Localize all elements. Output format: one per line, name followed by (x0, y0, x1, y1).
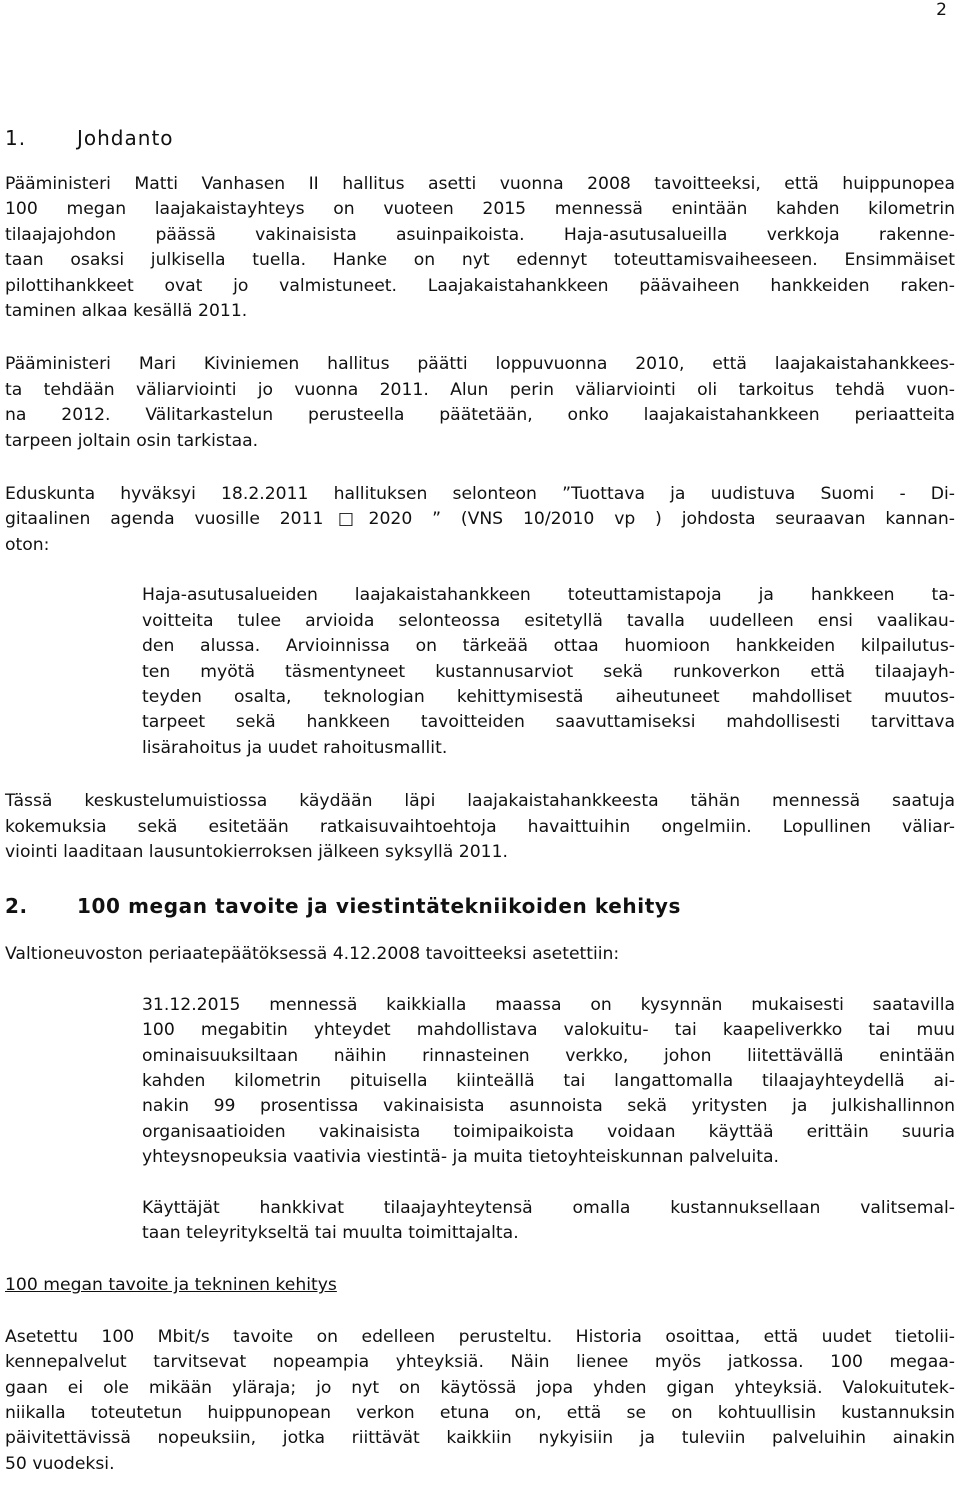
text-line: Haja-asutusalueiden laajakaistahankkeen toteuttamistapoja ja hankkeen ta- (142, 585, 955, 606)
text-line: 50 vuodeksi. (5, 1453, 115, 1474)
text-line: Pääministeri Matti Vanhasen II hallitus asetti vuonna 2008 tavoitteeksi, että huippunopea (5, 174, 955, 194)
text-line: tarpeen joltain osin tarkistaa. (5, 430, 259, 451)
paragraph (5, 1325, 955, 1477)
text-line: kennepalvelut tarvitsevat nopeampia yhteyksiä. Näin lienee myös jatkossa. 100 megaa- (5, 1352, 955, 1373)
text-line: lisärahoitus ja uudet rahoitusmallit. (142, 737, 448, 758)
text-line: voitteita tulee arvioida selonteossa esitetyllä tavalla uudelleen ensi vaalikau- (142, 610, 955, 631)
section-2-number: 2. (5, 894, 28, 919)
text-line: den alussa. Arvioinnissa on tärkeää ottaa huomioon hankkeiden kilpailutus- (142, 636, 955, 657)
text-line: gaan ei ole mikään yläraja; jo nyt on käytössä jopa yhden gigan yhteyksiä. Valokuitutek- (5, 1377, 955, 1398)
text-line: päivitettävissä nopeuksiin, jotka riittävät kaikkiin nykyisiin ja tuleviin palveluihin ainakin (5, 1428, 955, 1449)
text-line: yhteysnopeuksia vaativia viestintä- ja muita tietoyhteiskunnan palveluita. (142, 1147, 779, 1168)
text-line: ta tehdään väliarviointi jo vuonna 2011. Alun perin väliarviointi oli tarkoitus tehdä vuon- (5, 379, 955, 400)
text-line: nakin 99 prosentissa vakinaisista asunnoista sekä yritysten ja julkishallinnon (142, 1096, 955, 1117)
text-line: teyden osalta, teknologian kehittymisestä aiheutuneet mahdolliset muutos- (142, 686, 955, 707)
text-line: na 2012. Välitarkastelun perusteella päätetään, onko laajakaistahankkeen periaatteita (5, 405, 955, 426)
text-line: oton: (5, 534, 50, 555)
block-quote (142, 1196, 955, 1247)
text-line: tilaajajohdon päässä vakinaisista asuinpaikoista. Haja-asutusalueilla verkkoja rakenne- (5, 224, 955, 245)
text-line: ominaisuuksiltaan näihin rinnasteinen verkko, johon liitettävällä enintään (142, 1045, 955, 1066)
section-2-title: 100 megan tavoite ja viestintätekniikoiden kehitys (77, 894, 682, 919)
text-line: gitaalinen agenda vuosille 2011□2020 ” (VNS 10/2010 vp ) johdosta seuraavan kannan- (5, 509, 955, 530)
text-line: organisaatioiden vakinaisista toimipaikoista voidaan käyttää erittäin suuria (142, 1121, 955, 1142)
text-line: viointi laaditaan lausuntokierroksen jälkeen syksyllä 2011. (5, 841, 508, 862)
text-line: Valtioneuvoston periaatepäätöksessä 4.12.2008 tavoitteeksi asetettiin: (5, 944, 620, 965)
page-number: 2 (936, 0, 947, 20)
text-line: Asetettu 100 Mbit/s tavoite on edelleen perusteltu. Historia osoittaa, että uudet tietolii- (5, 1326, 955, 1347)
text-line: tarpeet sekä hankkeen tavoitteiden saavuttamiseksi mahdollisesti tarvittava (142, 712, 955, 733)
text-line: taminen alkaa kesällä 2011. (5, 301, 248, 322)
paragraph (5, 352, 955, 454)
paragraph (5, 942, 955, 967)
paragraph (5, 482, 955, 558)
text-line: taan teleyritykseltä tai muulta toimittajalta. (142, 1223, 519, 1243)
text-line: Pääministeri Mari Kiviniemen hallitus päätti loppuvuonna 2010, että laajakaistahankkees- (5, 354, 955, 375)
section-1-number: 1. (5, 126, 27, 150)
paragraph (5, 789, 955, 865)
section-1-heading (5, 118, 955, 158)
section-1-title: Johdanto (77, 126, 174, 150)
block-quote (142, 993, 955, 1171)
text-line: 100 megan laajakaistayhteys on vuoteen 2015 mennessä enintään kahden kilometrin (5, 199, 955, 220)
text-line: niikalla toteutetun huippunopean verkon etuna on, että se on kohtuullisin kustannuksin (5, 1403, 955, 1424)
text-line: taan osaksi julkisella tuella. Hanke on nyt edennyt toteuttamisvaiheeseen. Ensimmäiset (5, 250, 955, 271)
document-body (5, 118, 955, 1477)
block-quote (142, 583, 955, 761)
section-2-heading (5, 889, 955, 923)
text-line: kokemuksia sekä esitetään ratkaisuvaihtoehtoja havaittuihin ongelmiin. Lopullinen väliar- (5, 816, 955, 837)
text-line: Käyttäjät hankkivat tilaajayhteytensä omalla kustannuksellaan valitsemal- (142, 1197, 955, 1218)
paragraph (5, 172, 955, 324)
text-line: Eduskunta hyväksyi 18.2.2011 hallituksen selonteon ”Tuottava ja uudistuva Suomi - Di- (5, 484, 955, 505)
subheading: 100 megan tavoite ja tekninen kehitys (5, 1275, 337, 1296)
text-line: kahden kilometrin pituisella kiinteällä tai langattomalla tilaajayhteydellä ai- (142, 1070, 955, 1091)
text-line: ten myötä täsmentyneet kustannusarviot sekä runkoverkon että tilaajayh- (142, 661, 955, 682)
text-line: 100 megabitin yhteydet mahdollistava valokuitu- tai kaapeliverkko tai muu (142, 1020, 955, 1041)
text-line: Tässä keskustelumuistiossa käydään läpi laajakaistahankkeesta tähän mennessä saatuja (5, 791, 955, 812)
text-line: 31.12.2015 mennessä kaikkialla maassa on kysynnän mukaisesti saatavilla (142, 994, 955, 1015)
text-line: pilottihankkeet ovat jo valmistuneet. Laajakaistahankkeen päävaiheen hankkeiden raken- (5, 275, 955, 296)
